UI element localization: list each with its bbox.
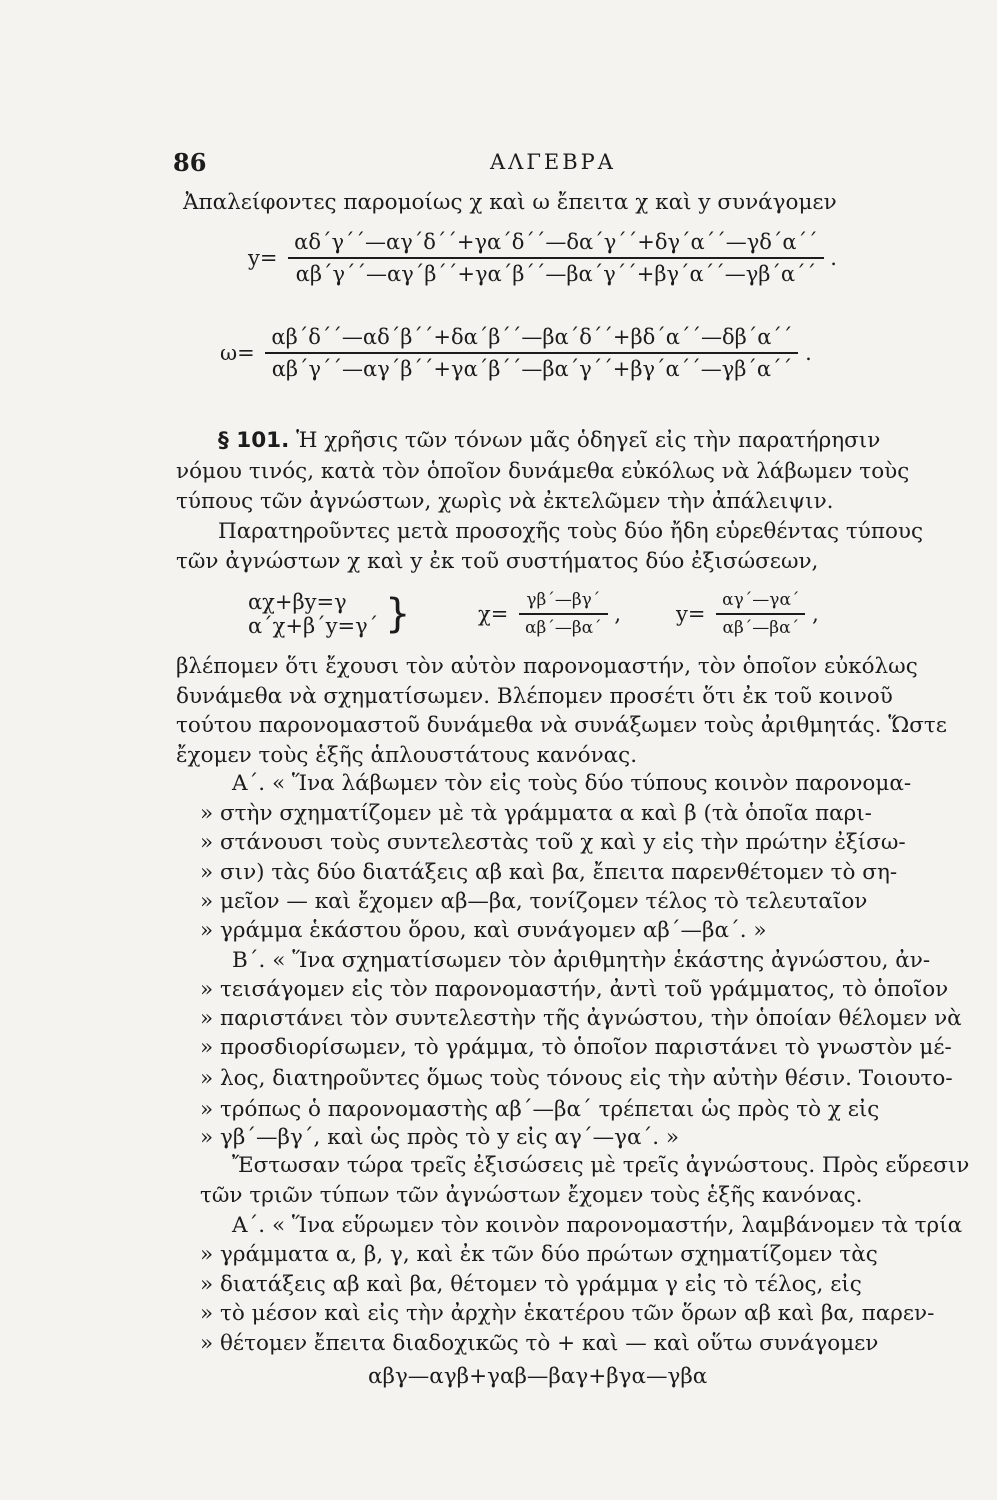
formula-x-solution bbox=[478, 590, 625, 638]
system-equation-1: αχ+βy=γ bbox=[248, 590, 347, 614]
body-line: Ἔστωσαν τώρα τρεῖς ἐξισώσεις μὲ τρεῖς ἀγνώστους. Πρὸς εὕρεσιν bbox=[232, 1153, 970, 1178]
section-line: Ἡ χρῆσις τῶν τόνων μᾶς ὁδηγεῖ εἰς τὴν παρατήρησιν bbox=[296, 428, 881, 453]
right-brace-icon: } bbox=[385, 591, 411, 637]
rule-a-line: » στὴν σχηματίζομεν μὲ τὰ γράμματα α καὶ β (τὰ ὁποῖα παρι- bbox=[200, 801, 872, 826]
rule-b-line: » γβ΄—βγ΄, καὶ ὡς πρὸς τὸ y εἰς αγ΄—γα΄. » bbox=[200, 1125, 680, 1150]
rule-a2-line: Α΄. « Ἵνα εὕρωμεν τὸν κοινὸν παρονομαστήν, λαμβάνομεν τὰ τρία bbox=[232, 1213, 963, 1238]
x-label: χ= bbox=[478, 602, 509, 626]
page-number: 86 bbox=[173, 148, 207, 177]
formula-w-end: . bbox=[805, 341, 812, 365]
formula-y-denominator: αβ΄γ΄΄—αγ΄β΄΄+γα΄β΄΄—βα΄γ΄΄+βγ΄α΄΄—γβ΄α΄΄ bbox=[295, 262, 817, 286]
rule-b-line: » τρόπως ὁ παρονομαστὴς αβ΄—βα΄ τρέπεται ὡς πρὸς τὸ χ εἰς bbox=[200, 1097, 880, 1122]
rule-a-line: » στάνουσι τοὺς συντελεστὰς τοῦ χ καὶ y εἰς τὴν πρώτην ἐξίσω- bbox=[200, 830, 906, 855]
formula-y-fraction bbox=[288, 230, 823, 286]
formula-y-solution bbox=[676, 590, 823, 638]
rule-b-line: » τεισάγομεν εἰς τὸν παρονομαστήν, ἀντὶ τοῦ γράμματος, τὸ ὁποῖον bbox=[200, 977, 949, 1002]
section-first-line bbox=[218, 428, 880, 453]
x-fraction bbox=[519, 590, 608, 638]
formula-w bbox=[220, 325, 816, 381]
rule-b-line: » λος, διατηροῦντες ὅμως τοὺς τόνους εἰς τὴν αὐτὴν θέσιν. Τοιουτο- bbox=[200, 1066, 953, 1091]
rule-b-line: Β΄. « Ἵνα σχηματίσωμεν τὸν ἀριθμητὴν ἑκάστης ἀγνώστου, ἀν- bbox=[232, 948, 931, 973]
x-numerator: γβ΄—βγ΄ bbox=[519, 590, 608, 615]
formula-w-numerator: αβ΄δ΄΄—αδ΄β΄΄+δα΄β΄΄—βα΄δ΄΄+βδ΄α΄΄—δβ΄α΄΄ bbox=[265, 325, 798, 354]
rule-a-line: » γράμμα ἑκάστου ὅρου, καὶ συνάγομεν αβ΄—βα΄. » bbox=[200, 918, 767, 943]
y-fraction bbox=[716, 590, 805, 638]
section-number: § 101. bbox=[218, 428, 290, 453]
body-line: τούτου παρονομαστοῦ δυνάμεθα νὰ συνάξωμεν τοὺς ἀριθμητάς. Ὥστε bbox=[176, 713, 947, 738]
y-comma: , bbox=[812, 602, 819, 626]
equation-system bbox=[248, 590, 378, 638]
y-denominator: αβ΄—βα΄ bbox=[722, 618, 800, 638]
formula-y-end: . bbox=[830, 246, 837, 270]
rule-a2-line: » διατάξεις αβ καὶ βα, θέτομεν τὸ γράμμα γ εἰς τὸ τέλος, εἰς bbox=[200, 1272, 862, 1297]
rule-a2-line: » θέτομεν ἔπειτα διαδοχικῶς τὸ + καὶ — καὶ οὕτω συνάγομεν bbox=[200, 1331, 879, 1356]
body-line: ἔχομεν τοὺς ἑξῆς ἁπλουστάτους κανόνας. bbox=[176, 743, 638, 768]
y-numerator: αγ΄—γα΄ bbox=[716, 590, 805, 615]
page-header bbox=[173, 148, 933, 184]
intro-line: Ἀπαλείφοντες παρομοίως χ καὶ ω ἔπειτα χ καὶ y συνάγομεν bbox=[183, 190, 837, 215]
final-formula: αβγ—αγβ+γαβ—βαγ+βγα—γβα bbox=[368, 1364, 708, 1389]
formula-w-label: ω= bbox=[220, 341, 255, 365]
section-line: τῶν ἀγνώστων χ καὶ y ἐκ τοῦ συστήματος δύο ἐξισώσεων, bbox=[176, 549, 819, 574]
rule-a2-line: » τὸ μέσον καὶ εἰς τὴν ἀρχὴν ἑκατέρου τῶν ὅρων αβ καὶ βα, παρεν- bbox=[200, 1301, 935, 1326]
formula-w-denominator: αβ΄γ΄΄—αγ΄β΄΄+γα΄β΄΄—βα΄γ΄΄+βγ΄α΄΄—γβ΄α΄΄ bbox=[271, 357, 793, 381]
formula-w-fraction bbox=[265, 325, 798, 381]
rule-a2-line: » γράμματα α, β, γ, καὶ ἐκ τῶν δύο πρώτων σχηματίζομεν τὰς bbox=[200, 1242, 878, 1267]
y-label: y= bbox=[676, 602, 706, 626]
x-denominator: αβ΄—βα΄ bbox=[525, 618, 602, 638]
body-line: βλέπομεν ὅτι ἔχουσι τὸν αὐτὸν παρονομαστήν, τὸν ὁποῖον εὐκόλως bbox=[176, 654, 918, 679]
rule-a-line: Α΄. « Ἵνα λάβωμεν τὸν εἰς τοὺς δύο τύπους κοινὸν παρονομα- bbox=[232, 771, 912, 796]
x-comma: , bbox=[614, 602, 622, 626]
rule-a-line: » μεῖον — καὶ ἔχομεν αβ—βα, τονίζομεν τέλος τὸ τελευταῖον bbox=[200, 889, 868, 914]
section-line: τύπους τῶν ἀγνώστων, χωρὶς νὰ ἐκτελῶμεν τὴν ἀπάλειψιν. bbox=[176, 489, 834, 514]
running-title: ΑΛΓΕΒΡΑ bbox=[490, 150, 616, 174]
body-line: τῶν τριῶν τύπων τῶν ἀγνώστων ἔχομεν τοὺς ἑξῆς κανόνας. bbox=[200, 1183, 863, 1208]
formula-y bbox=[248, 230, 841, 286]
rule-b-line: » παριστάνει τὸν συντελεστὴν τῆς ἀγνώστου, τὴν ὁποίαν θέλομεν νὰ bbox=[200, 1006, 962, 1031]
rule-b-line: » προσδιορίσωμεν, τὸ γράμμα, τὸ ὁποῖον παριστάνει τὸ γνωστὸν μέ- bbox=[200, 1035, 952, 1060]
section-line: νόμου τινός, κατὰ τὸν ὁποῖον δυνάμεθα εὐκόλως νὰ λάβωμεν τοὺς bbox=[176, 459, 910, 484]
system-equation-2: α΄χ+β΄y=γ΄ bbox=[248, 614, 379, 638]
formula-y-label: y= bbox=[248, 246, 278, 270]
body-line: δυνάμεθα νὰ σχηματίσωμεν. Βλέπομεν προσέτι ὅτι ἐκ τοῦ κοινοῦ bbox=[176, 684, 893, 709]
formula-y-numerator: αδ΄γ΄΄—αγ΄δ΄΄+γα΄δ΄΄—δα΄γ΄΄+δγ΄α΄΄—γδ΄α΄΄ bbox=[288, 230, 823, 259]
section-line: Παρατηροῦντες μετὰ προσοχῆς τοὺς δύο ἤδη εὑρεθέντας τύπους bbox=[218, 519, 924, 544]
rule-a-line: » σιν) τὰς δύο διατάξεις αβ καὶ βα, ἔπειτα παρενθέτομεν τὸ ση- bbox=[200, 860, 898, 885]
